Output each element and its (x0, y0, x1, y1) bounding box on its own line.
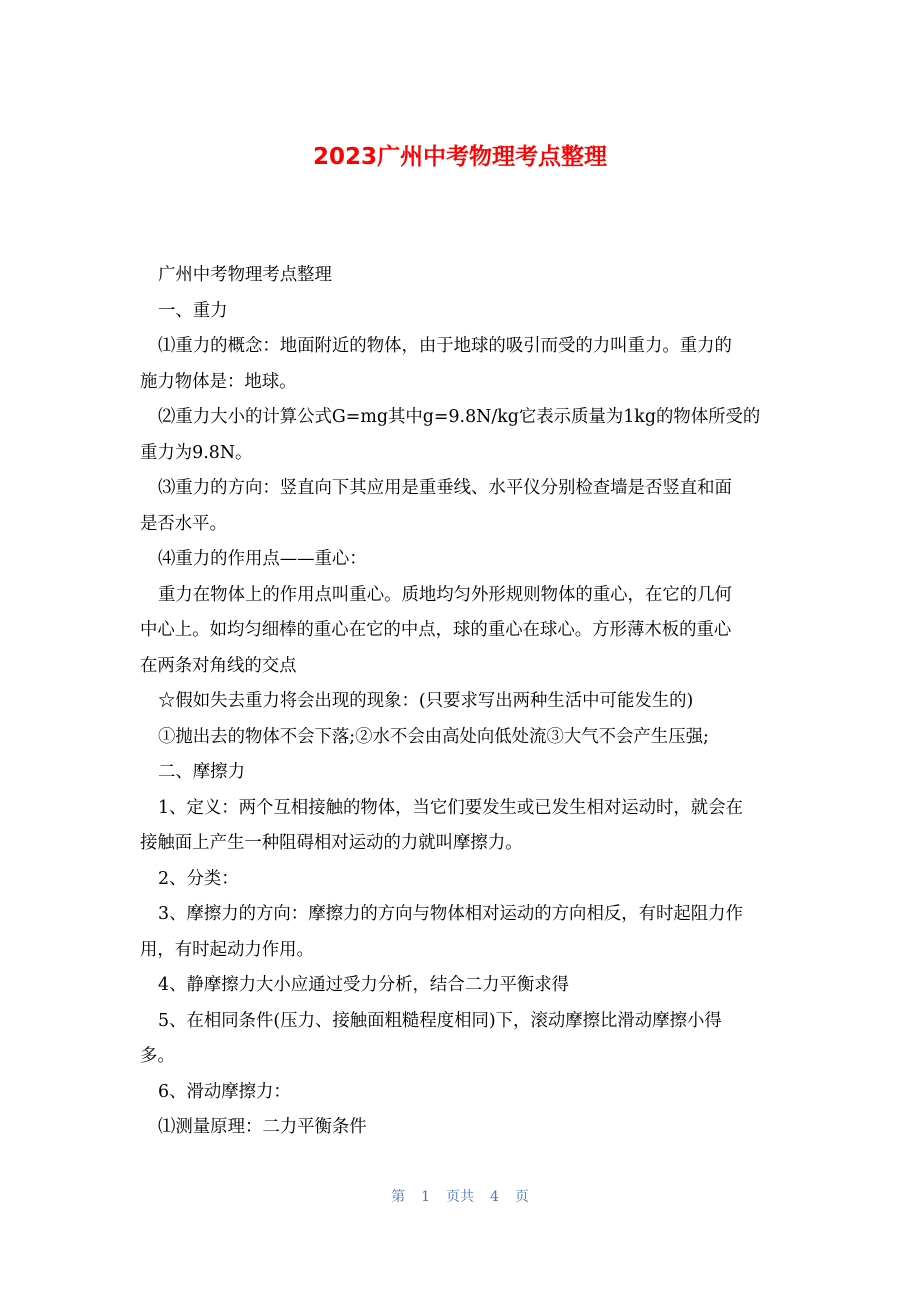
footer-prefix: 第 (391, 1189, 406, 1205)
paragraph (140, 791, 782, 862)
footer-suffix: 页 (514, 1189, 529, 1205)
paragraph (140, 542, 782, 578)
footer-middle: 页共 (446, 1189, 474, 1205)
paragraph-line: 2、分类： (158, 868, 239, 889)
paragraph-line: 重力为9.8N。 (140, 442, 253, 463)
footer-page-number: 1 (421, 1189, 430, 1205)
paragraph-line: ⑴测量原理：二力平衡条件 (158, 1117, 367, 1137)
paragraph-line: ⑵重力大小的计算公式G=mg其中g=9.8N/kg它表示质量为1kg的物体所受的 (158, 407, 761, 427)
paragraph (140, 471, 782, 542)
paragraph-line: ☆假如失去重力将会出现的现象：(只要求写出两种生活中可能发生的) (158, 691, 694, 711)
paragraph-line: 4、静摩擦力大小应通过受力分析，结合二力平衡求得 (158, 975, 570, 995)
paragraph (140, 968, 782, 1004)
paragraph-line: 一、重力 (158, 300, 228, 321)
paragraph (140, 1110, 782, 1146)
paragraph (140, 400, 782, 471)
paragraph (140, 578, 782, 685)
paragraph-line: 中心上。如均匀细棒的重心在它的中点，球的重心在球心。方形薄木板的重心 (140, 620, 732, 640)
paragraph-line: 1、定义：两个互相接触的物体，当它们要发生或已发生相对运动时，就会在 (158, 797, 743, 818)
page-footer (0, 1186, 920, 1206)
paragraph-line: ⑴重力的概念：地面附近的物体，由于地球的吸引而受的力叫重力。重力的 (158, 336, 732, 356)
paragraph-line: 5、在相同条件(压力、接触面粗糙程度相同)下，滚动摩擦比滑动摩擦小得 (158, 1010, 722, 1031)
paragraph-line: 施力物体是：地球。 (140, 371, 297, 392)
paragraph (140, 720, 782, 756)
paragraph-line: 重力在物体上的作用点叫重心。质地均匀外形规则物体的重心，在它的几何 (158, 584, 732, 605)
paragraph-line: 接触面上产生一种阻碍相对运动的力就叫摩擦力。 (140, 833, 523, 853)
paragraph-line: 3、摩擦力的方向：摩擦力的方向与物体相对运动的方向相反，有时起阻力作 (158, 904, 743, 924)
paragraph-line: ⑷重力的作用点——重心： (158, 549, 367, 569)
paragraph (140, 258, 782, 294)
paragraph (140, 1004, 782, 1075)
paragraph (140, 862, 782, 898)
paragraph (140, 329, 782, 400)
paragraph (140, 897, 782, 968)
paragraph-line: ①抛出去的物体不会下落;②水不会由高处向低处流③大气不会产生压强; (158, 726, 709, 747)
paragraph-line: 是否水平。 (140, 513, 227, 534)
paragraph (140, 684, 782, 720)
paragraph-line: ⑶重力的方向：竖直向下其应用是重垂线、水平仪分别检查墙是否竖直和面 (158, 478, 732, 498)
paragraph (140, 294, 782, 330)
document-body (140, 258, 782, 1146)
paragraph-line: 二、摩擦力 (158, 762, 245, 782)
paragraph (140, 755, 782, 791)
paragraph-line: 6、滑动摩擦力： (158, 1081, 291, 1102)
paragraph (140, 1075, 782, 1111)
paragraph-line: 用，有时起动力作用。 (140, 939, 314, 960)
paragraph-line: 多。 (140, 1046, 175, 1066)
paragraph-line: 广州中考物理考点整理 (158, 265, 332, 285)
document-title: 2023广州中考物理考点整理 (312, 144, 607, 170)
footer-total-pages: 4 (490, 1189, 499, 1205)
paragraph-line: 在两条对角线的交点 (140, 655, 297, 676)
